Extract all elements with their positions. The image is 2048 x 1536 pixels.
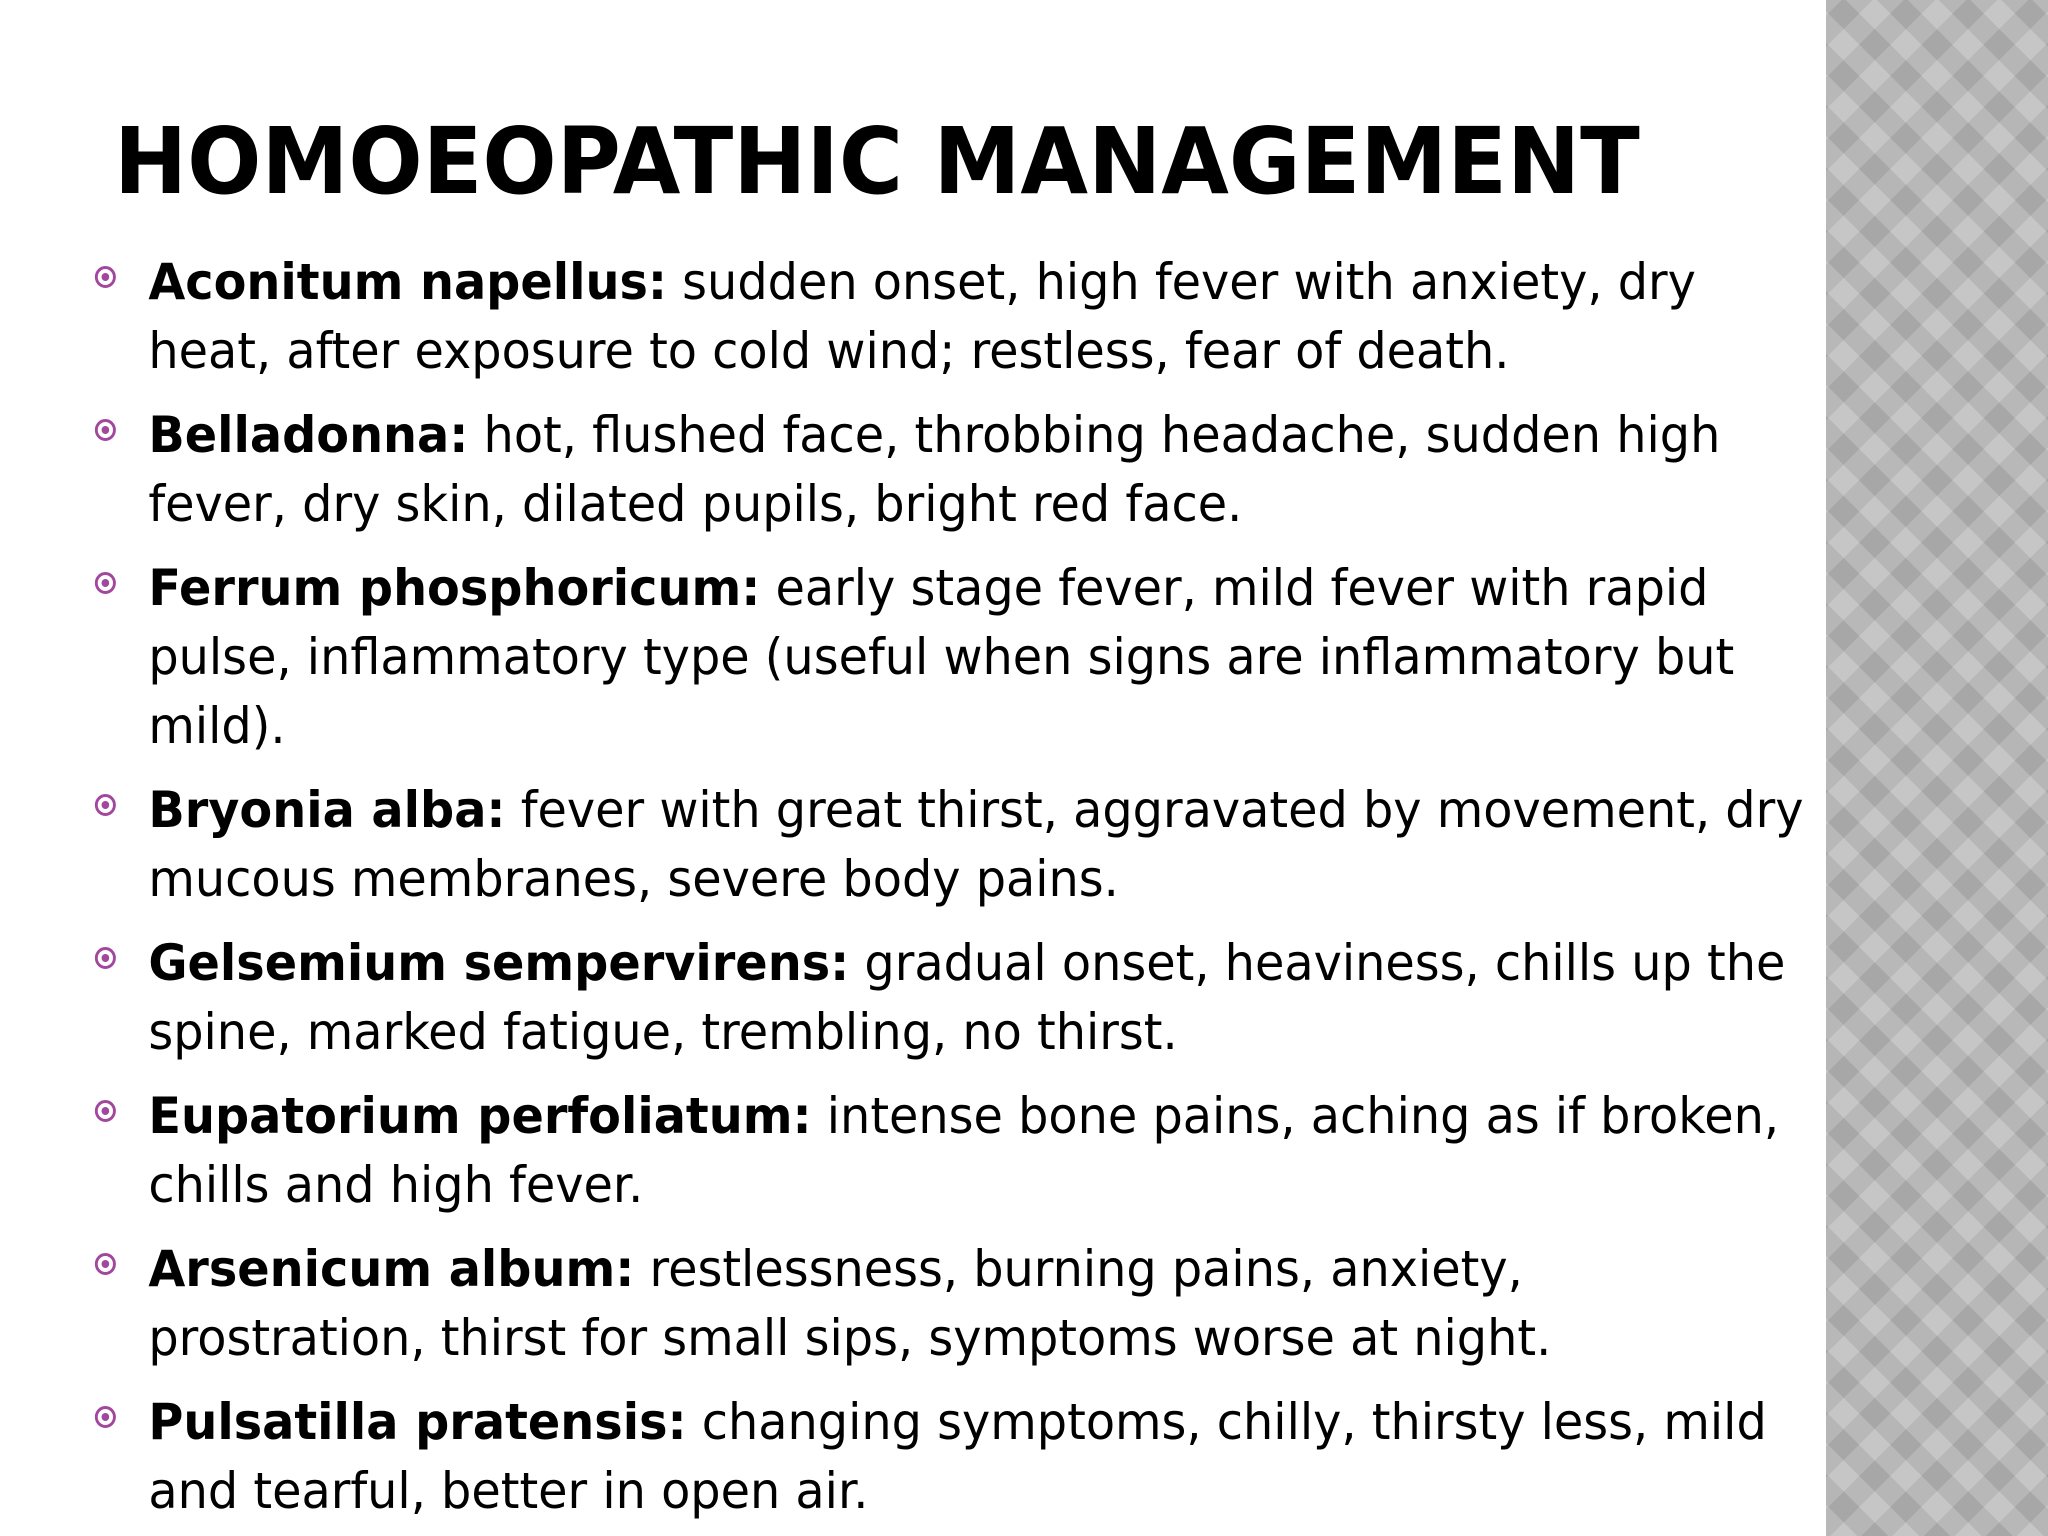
remedy-name: Pulsatilla pratensis: <box>148 1393 687 1451</box>
remedy-description: gradual onset, heaviness, chills up the spine, marked fatigue, trembling, no thirst. <box>148 934 1786 1061</box>
circle-bullet-icon <box>95 1253 116 1275</box>
remedy-name: Eupatorium perfoliatum: <box>148 1087 812 1145</box>
list-item <box>92 248 1810 386</box>
circle-bullet-icon <box>95 1100 116 1122</box>
remedy-name: Aconitum napellus: <box>148 253 667 311</box>
list-item <box>92 929 1810 1067</box>
remedy-description: sudden onset, high fever with anxiety, dry heat, after exposure to cold wind; restless, fear of death. <box>148 253 1696 380</box>
list-item <box>92 1235 1810 1373</box>
remedy-description: hot, flushed face, throbbing headache, sudden high fever, dry skin, dilated pupils, bright red face. <box>148 406 1721 533</box>
circle-bullet-icon <box>95 794 116 816</box>
remedy-description: changing symptoms, chilly, thirsty less, mild and tearful, better in open air. <box>148 1393 1767 1520</box>
decorative-side-panel <box>1826 0 2048 1536</box>
remedy-name: Ferrum phosphoricum: <box>148 559 761 617</box>
slide-title: HOMOEOPATHIC MANAGEMENT <box>114 108 1640 215</box>
circle-bullet-icon <box>95 947 116 969</box>
list-item <box>92 776 1810 914</box>
remedy-description: early stage fever, mild fever with rapid pulse, inflammatory type (useful when signs are inflammatory but mild). <box>148 559 1735 755</box>
circle-bullet-icon <box>95 1406 116 1428</box>
circle-bullet-icon <box>95 266 116 288</box>
remedy-description: fever with great thirst, aggravated by movement, dry mucous membranes, severe body pains. <box>148 781 1804 908</box>
remedy-name: Belladonna: <box>148 406 469 464</box>
remedy-description: restlessness, burning pains, anxiety, prostration, thirst for small sips, symptoms worse at night. <box>148 1240 1552 1367</box>
list-item <box>92 1388 1810 1526</box>
list-item <box>92 554 1810 761</box>
remedy-name: Gelsemium sempervirens: <box>148 934 850 992</box>
remedy-name: Bryonia alba: <box>148 781 506 839</box>
circle-bullet-icon <box>95 572 116 594</box>
remedy-description: intense bone pains, aching as if broken, chills and high fever. <box>148 1087 1780 1214</box>
list-item <box>92 1082 1810 1220</box>
remedy-name: Arsenicum album: <box>148 1240 635 1298</box>
remedy-list <box>92 248 1812 1536</box>
list-item <box>92 401 1810 539</box>
circle-bullet-icon <box>95 419 116 441</box>
